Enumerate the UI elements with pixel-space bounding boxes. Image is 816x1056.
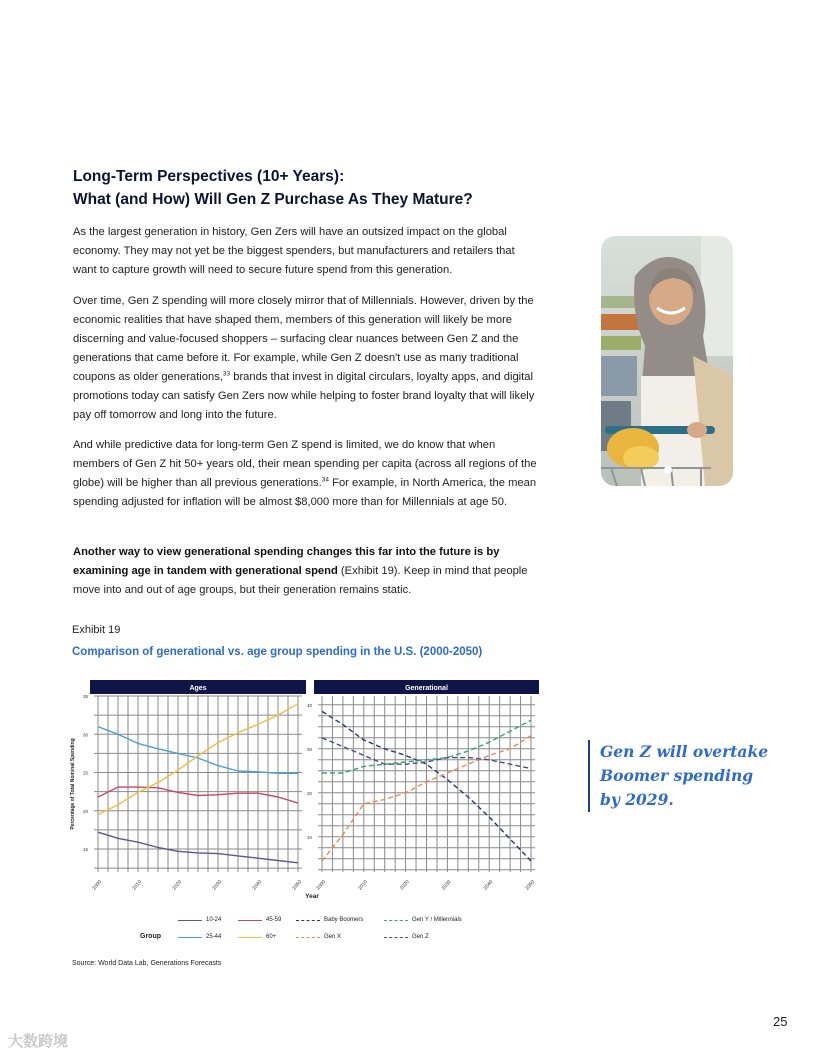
paragraph-2-text-b: brands that invest in digital circulars, loyalty apps, and digital promotions today can satisfy Gen Zers now while helping to foster brand loyalty that will likely pay off tomorrow and long into the future. bbox=[73, 371, 535, 421]
generational-panel-title: Generational bbox=[405, 685, 448, 692]
heading-line-2: What (and How) Will Gen Z Purchase As They Mature? bbox=[73, 191, 473, 208]
generational-x-tick-label: 2020 bbox=[398, 879, 411, 892]
section-heading bbox=[73, 165, 543, 211]
exhibit-label: Exhibit 19 bbox=[72, 624, 121, 636]
ages-y-tick-label: 15 bbox=[82, 847, 88, 853]
legend-label: 10-24 bbox=[206, 917, 222, 923]
legend-label: 25-44 bbox=[206, 934, 222, 940]
paragraph-2 bbox=[73, 292, 541, 425]
ages-x-tick-label: 2010 bbox=[131, 879, 144, 892]
legend-label: Gen X bbox=[324, 934, 342, 940]
heading-line-1: Long-Term Perspectives (10+ Years): bbox=[73, 168, 345, 185]
pull-quote-line-3: by 2029. bbox=[600, 790, 674, 809]
legend-swatch bbox=[238, 920, 262, 921]
generational-y-tick-label: 40 bbox=[306, 702, 312, 708]
generational-y-tick-label: 30 bbox=[306, 746, 312, 752]
shopper-photo bbox=[601, 236, 733, 486]
legend-label: Gen Y / Millennials bbox=[412, 917, 462, 923]
paragraph-3-text-a: And while predictive data for long-term Gen Z spend is limited, we do know that when members of Gen Z hit 50+ years old, their mean spending per capita (across all regions of the globe) will be higher than all previous generations. bbox=[73, 439, 537, 489]
paragraph-4-bold: Another way to view generational spending changes this far into the future is by examining age in tandem with generational spend bbox=[73, 546, 500, 577]
watermark: 大数跨境 bbox=[8, 1033, 69, 1050]
chart-source: Source: World Data Lab, Generations Forecasts bbox=[72, 960, 222, 967]
exhibit-title: Comparison of generational vs. age group spending in the U.S. (2000-2050) bbox=[72, 646, 483, 658]
footnote-ref-33[interactable]: 33 bbox=[222, 370, 231, 378]
ages-panel-title: Ages bbox=[189, 685, 207, 692]
paragraph-4 bbox=[73, 543, 541, 600]
legend-item-45-59 bbox=[238, 917, 281, 923]
legend-item-60-plus bbox=[238, 934, 276, 940]
legend-swatch bbox=[296, 920, 320, 921]
ages-x-tick-label: 2000 bbox=[91, 879, 104, 892]
generational-x-tick-label: 2000 bbox=[315, 879, 328, 892]
pull-quote-line-1: Gen Z will overtake bbox=[600, 742, 769, 761]
ages-x-tick-label: 2030 bbox=[211, 879, 224, 892]
legend-swatch bbox=[178, 937, 202, 938]
legend-swatch bbox=[384, 920, 408, 921]
generational-x-tick-label: 2030 bbox=[440, 879, 453, 892]
legend-swatch bbox=[296, 937, 320, 938]
paragraph-1: As the largest generation in history, Gen Zers will have an outsized impact on the global economy. They may not yet be the biggest spenders, but manufacturers and retailers that want to capture growth will need to secure future spend from this generation. bbox=[73, 226, 515, 276]
generational-x-tick-label: 2050 bbox=[524, 879, 537, 892]
page-number: 25 bbox=[773, 1014, 788, 1029]
chart-legend bbox=[140, 914, 520, 948]
legend-item-gen-z bbox=[384, 934, 429, 940]
paragraph-3 bbox=[73, 436, 541, 512]
generational-y-tick-label: 20 bbox=[306, 790, 312, 796]
ages-y-tick-label: 25 bbox=[82, 770, 88, 776]
paragraph-3-text-b: For example, in North America, the mean spending adjusted for inflation will be almost $8,000 more than for Millennials at age 50. bbox=[73, 477, 537, 508]
x-axis-label: Year bbox=[305, 893, 319, 900]
legend-swatch bbox=[178, 920, 202, 921]
ages-y-tick-label: 35 bbox=[82, 694, 88, 699]
legend-swatch bbox=[238, 937, 262, 938]
legend-item-millennials bbox=[384, 917, 462, 923]
generational-spending-chart bbox=[68, 676, 544, 912]
legend-swatch bbox=[384, 937, 408, 938]
ages-x-tick-label: 2050 bbox=[291, 879, 304, 892]
shopper-photo-illustration bbox=[601, 236, 733, 486]
paragraph-4-rest: (Exhibit 19). Keep in mind that people move into and out of age groups, but their generation remains static. bbox=[73, 565, 528, 596]
carousel-dot[interactable] bbox=[664, 466, 672, 474]
y-axis-label: Percentage of Total Nominal Spending bbox=[70, 738, 76, 830]
legend-label: Gen Z bbox=[412, 934, 429, 940]
legend-label: 45-59 bbox=[266, 917, 282, 923]
ages-y-tick-label: 30 bbox=[82, 732, 88, 738]
ages-x-tick-label: 2020 bbox=[171, 879, 184, 892]
legend-label: 60+ bbox=[266, 934, 277, 940]
legend-item-baby-boomers bbox=[296, 917, 363, 923]
generational-x-tick-label: 2010 bbox=[357, 879, 369, 892]
generational-x-tick-label: 2040 bbox=[482, 879, 495, 892]
legend-item-10-24 bbox=[178, 917, 221, 923]
legend-item-gen-x bbox=[296, 934, 341, 940]
ages-y-tick-label: 20 bbox=[82, 808, 88, 814]
ages-x-tick-label: 2040 bbox=[251, 879, 264, 892]
generational-y-tick-label: 10 bbox=[306, 834, 312, 840]
pull-quote-line-2: Boomer spending bbox=[600, 766, 754, 785]
paragraph-2-text-a: Over time, Gen Z spending will more closely mirror that of Millennials. However, driven by the economic realities that have shaped them, members of this generation will likely be more discerning and value-focused shoppers – surfacing clear nuances between Gen Z and the generations that came before it. For example, while Gen Z doesn't use as many traditional coupons as older generations, bbox=[73, 295, 534, 383]
footnote-ref-34[interactable]: 34 bbox=[321, 476, 329, 484]
pull-quote bbox=[588, 740, 778, 812]
legend-item-25-44 bbox=[178, 934, 221, 940]
legend-label: Baby Boomers bbox=[324, 917, 364, 923]
legend-group-label: Group bbox=[140, 933, 161, 940]
